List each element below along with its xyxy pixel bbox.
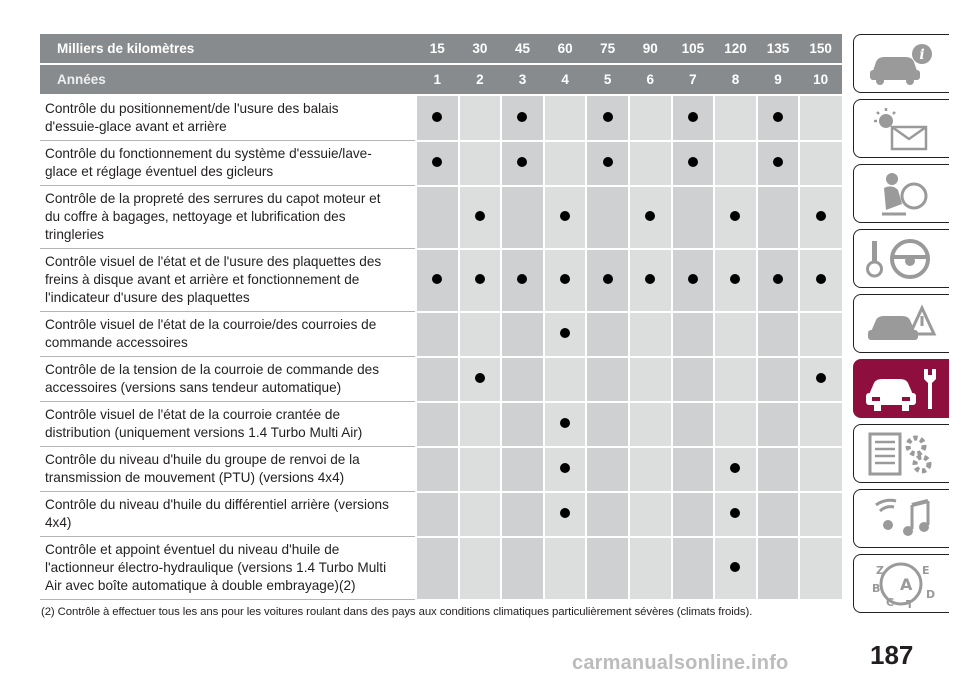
schedule-cell	[672, 492, 715, 537]
schedule-cell	[757, 537, 800, 600]
sidebar-tab-starting[interactable]	[853, 229, 949, 288]
sidebar-tab-multimedia[interactable]	[853, 489, 949, 548]
description-line: tringleries	[45, 227, 104, 242]
schedule-cell	[586, 492, 629, 537]
schedule-cell	[501, 447, 544, 492]
schedule-cell	[501, 186, 544, 249]
schedule-cell	[672, 357, 715, 402]
schedule-cell	[416, 141, 459, 186]
table-row	[40, 357, 842, 402]
description-line: du coffre à bagages, nettoyage et lubrification des	[45, 209, 346, 224]
schedule-cell	[459, 447, 502, 492]
schedule-cell	[416, 249, 459, 312]
schedule-cell	[672, 249, 715, 312]
description-line: Contrôle visuel de l'état de la courroie crantée de	[45, 407, 341, 422]
row-description	[40, 249, 416, 312]
schedule-cell	[629, 249, 672, 312]
scheduled-dot	[560, 211, 570, 221]
schedule-body	[40, 95, 842, 600]
description-line: Contrôle du niveau d'huile du différentiel arrière (versions	[45, 497, 389, 512]
schedule-cell	[799, 402, 842, 447]
car-wrench-icon	[862, 365, 940, 413]
schedule-cell	[544, 357, 587, 402]
sidebar-tab-specifications[interactable]	[853, 424, 949, 483]
schedule-cell	[629, 492, 672, 537]
schedule-cell	[714, 186, 757, 249]
schedule-cell	[629, 95, 672, 141]
schedule-cell	[544, 95, 587, 141]
schedule-cell	[757, 141, 800, 186]
scheduled-dot	[432, 274, 442, 284]
schedule-cell	[672, 312, 715, 357]
scheduled-dot	[730, 562, 740, 572]
schedule-cell	[459, 537, 502, 600]
schedule-cell	[757, 357, 800, 402]
schedule-cell	[672, 447, 715, 492]
schedule-cell	[416, 312, 459, 357]
header-row-years	[40, 64, 842, 95]
schedule-cell	[629, 447, 672, 492]
schedule-cell	[799, 537, 842, 600]
schedule-cell	[714, 249, 757, 312]
row-description	[40, 141, 416, 186]
schedule-cell	[799, 95, 842, 141]
schedule-cell	[629, 186, 672, 249]
schedule-cell	[501, 312, 544, 357]
scheduled-dot	[730, 463, 740, 473]
table-row	[40, 186, 842, 249]
km-col-header: 60	[544, 34, 587, 64]
schedule-cell	[501, 537, 544, 600]
year-col-header: 9	[757, 64, 800, 95]
scheduled-dot	[475, 373, 485, 383]
maintenance-schedule-table	[40, 34, 842, 601]
schedule-cell	[544, 312, 587, 357]
description-line: 4x4)	[45, 515, 72, 530]
scheduled-dot	[603, 112, 613, 122]
scheduled-dot	[560, 508, 570, 518]
scheduled-dot	[517, 157, 527, 167]
car-info-icon	[862, 40, 940, 88]
schedule-cell	[501, 95, 544, 141]
svg-text:B: B	[872, 582, 881, 595]
schedule-cell	[799, 357, 842, 402]
schedule-cell	[586, 312, 629, 357]
scheduled-dot	[773, 112, 783, 122]
description-line: l'indicateur d'usure des plaquettes	[45, 290, 250, 305]
km-col-header: 30	[459, 34, 502, 64]
schedule-cell	[544, 402, 587, 447]
scheduled-dot	[603, 157, 613, 167]
schedule-cell	[799, 492, 842, 537]
description-line: l'actionneur électro-hydraulique (versions 1.4 Turbo Multi	[45, 560, 387, 575]
schedule-cell	[629, 402, 672, 447]
row-description	[40, 492, 416, 537]
svg-text:A: A	[900, 575, 913, 594]
schedule-cell	[586, 447, 629, 492]
row-description	[40, 357, 416, 402]
schedule-cell	[586, 402, 629, 447]
schedule-cell	[544, 141, 587, 186]
schedule-cell	[757, 312, 800, 357]
schedule-cell	[672, 402, 715, 447]
alphabet-index-icon	[862, 560, 940, 608]
description-line: Contrôle du niveau d'huile du groupe de renvoi de la	[45, 452, 360, 467]
spec-sheet-gears-icon	[862, 430, 940, 478]
schedule-cell	[799, 447, 842, 492]
svg-text:C: C	[886, 596, 895, 608]
row-description	[40, 537, 416, 600]
schedule-cell	[629, 537, 672, 600]
scheduled-dot	[603, 274, 613, 284]
scheduled-dot	[730, 274, 740, 284]
row-description	[40, 186, 416, 249]
schedule-cell	[714, 95, 757, 141]
scheduled-dot	[816, 274, 826, 284]
schedule-cell	[416, 537, 459, 600]
km-col-header: 15	[416, 34, 459, 64]
description-line: d'essuie-glace avant et arrière	[45, 119, 227, 134]
schedule-cell	[416, 492, 459, 537]
svg-text:D: D	[926, 588, 936, 601]
schedule-cell	[672, 186, 715, 249]
scheduled-dot	[730, 508, 740, 518]
schedule-cell	[714, 537, 757, 600]
schedule-cell	[799, 249, 842, 312]
km-col-header: 135	[757, 34, 800, 64]
svg-text:E: E	[922, 564, 930, 577]
schedule-cell	[672, 141, 715, 186]
sidebar-tab-index[interactable]	[853, 554, 949, 613]
warning-lights-mail-icon	[862, 105, 940, 153]
schedule-cell	[586, 186, 629, 249]
table-row	[40, 95, 842, 141]
description-line: commande accessoires	[45, 335, 188, 350]
table-row	[40, 249, 842, 312]
table-row	[40, 492, 842, 537]
schedule-cell	[672, 537, 715, 600]
description-line: freins à disque avant et arrière et fonctionnement de	[45, 272, 360, 287]
year-col-header: 10	[799, 64, 842, 95]
schedule-cell	[714, 312, 757, 357]
schedule-cell	[501, 492, 544, 537]
schedule-cell	[416, 447, 459, 492]
years-header-label: Années	[40, 64, 416, 95]
schedule-cell	[757, 186, 800, 249]
scheduled-dot	[560, 463, 570, 473]
schedule-cell	[586, 357, 629, 402]
schedule-cell	[501, 249, 544, 312]
schedule-cell	[416, 357, 459, 402]
scheduled-dot	[688, 274, 698, 284]
scheduled-dot	[688, 112, 698, 122]
schedule-cell	[714, 492, 757, 537]
scheduled-dot	[432, 112, 442, 122]
schedule-cell	[459, 141, 502, 186]
year-col-header: 4	[544, 64, 587, 95]
svg-text:i: i	[919, 47, 925, 63]
schedule-cell	[544, 447, 587, 492]
sidebar-tab-safety[interactable]	[853, 164, 949, 223]
scheduled-dot	[517, 274, 527, 284]
year-col-header: 5	[586, 64, 629, 95]
schedule-cell	[544, 537, 587, 600]
row-description	[40, 402, 416, 447]
description-line: accessoires (versions sans tendeur automatique)	[45, 380, 342, 395]
schedule-cell	[799, 186, 842, 249]
schedule-cell	[714, 141, 757, 186]
table-row	[40, 537, 842, 600]
schedule-cell	[757, 402, 800, 447]
year-col-header: 2	[459, 64, 502, 95]
schedule-cell	[416, 402, 459, 447]
svg-text:T: T	[906, 598, 914, 608]
description-line: Contrôle du fonctionnement du système d'essuie/lave-	[45, 146, 372, 161]
sidebar-tab-emergency[interactable]	[853, 294, 949, 353]
page-number: 187	[870, 640, 914, 670]
km-col-header: 75	[586, 34, 629, 64]
km-col-header: 105	[672, 34, 715, 64]
schedule-cell	[459, 402, 502, 447]
year-col-header: 7	[672, 64, 715, 95]
schedule-cell	[416, 186, 459, 249]
sidebar-tab-car-info[interactable]	[853, 34, 949, 93]
schedule-cell	[586, 95, 629, 141]
schedule-cell	[459, 249, 502, 312]
row-description	[40, 95, 416, 141]
scheduled-dot	[645, 211, 655, 221]
scheduled-dot	[432, 157, 442, 167]
description-line: Contrôle et appoint éventuel du niveau d'huile de	[45, 542, 340, 557]
key-steering-wheel-icon	[862, 235, 940, 283]
sidebar-tab-maintenance[interactable]	[853, 359, 949, 418]
year-col-header: 1	[416, 64, 459, 95]
sidebar-tab-warning-lights[interactable]	[853, 99, 949, 158]
year-col-header: 6	[629, 64, 672, 95]
year-col-header: 8	[714, 64, 757, 95]
table-row	[40, 312, 842, 357]
schedule-cell	[544, 492, 587, 537]
schedule-cell	[501, 402, 544, 447]
scheduled-dot	[816, 211, 826, 221]
schedule-cell	[586, 141, 629, 186]
schedule-cell	[629, 141, 672, 186]
schedule-cell	[799, 312, 842, 357]
description-line: glace et réglage éventuel des gicleurs	[45, 164, 274, 179]
schedule-cell	[586, 249, 629, 312]
km-col-header: 120	[714, 34, 757, 64]
svg-text:Z: Z	[876, 564, 884, 577]
scheduled-dot	[560, 274, 570, 284]
scheduled-dot	[475, 274, 485, 284]
footnote: (2) Contrôle à effectuer tous les ans pour les voitures roulant dans des pays aux conditions climatiques particulièrement sévères (climats froids).	[41, 606, 753, 618]
km-col-header: 90	[629, 34, 672, 64]
header-row-kilometers	[40, 34, 842, 64]
schedule-cell	[544, 249, 587, 312]
schedule-cell	[459, 492, 502, 537]
description-line: transmission de mouvement (PTU) (versions 4x4)	[45, 470, 345, 485]
schedule-cell	[501, 357, 544, 402]
seat-airbag-icon	[862, 170, 940, 218]
row-description	[40, 312, 416, 357]
table-row	[40, 447, 842, 492]
year-col-header: 3	[501, 64, 544, 95]
scheduled-dot	[560, 328, 570, 338]
schedule-cell	[459, 186, 502, 249]
description-line: Contrôle de la tension de la courroie de commande des	[45, 362, 380, 377]
schedule-cell	[416, 95, 459, 141]
schedule-cell	[586, 537, 629, 600]
description-line: Contrôle du positionnement/de l'usure des balais	[45, 101, 339, 116]
watermark: carmanualsonline.info	[572, 652, 789, 674]
scheduled-dot	[517, 112, 527, 122]
chapter-sidebar	[853, 34, 953, 619]
schedule-cell	[757, 492, 800, 537]
scheduled-dot	[475, 211, 485, 221]
schedule-cell	[714, 357, 757, 402]
schedule-cell	[757, 447, 800, 492]
schedule-cell	[714, 447, 757, 492]
car-breakdown-icon	[862, 300, 940, 348]
scheduled-dot	[730, 211, 740, 221]
km-col-header: 150	[799, 34, 842, 64]
row-description	[40, 447, 416, 492]
schedule-cell	[757, 95, 800, 141]
scheduled-dot	[560, 418, 570, 428]
schedule-cell	[714, 402, 757, 447]
description-line: Air avec boîte automatique à double embrayage)(2)	[45, 578, 356, 593]
description-line: Contrôle visuel de l'état de la courroie/des courroies de	[45, 317, 377, 332]
schedule-cell	[544, 186, 587, 249]
schedule-cell	[799, 141, 842, 186]
description-line: distribution (uniquement versions 1.4 Turbo Multi Air)	[45, 425, 363, 440]
table-row	[40, 141, 842, 186]
schedule-cell	[459, 357, 502, 402]
multimedia-music-icon	[862, 495, 940, 543]
schedule-cell	[629, 312, 672, 357]
description-line: Contrôle visuel de l'état et de l'usure des plaquettes des	[45, 254, 382, 269]
schedule-cell	[629, 357, 672, 402]
scheduled-dot	[773, 157, 783, 167]
scheduled-dot	[688, 157, 698, 167]
scheduled-dot	[645, 274, 655, 284]
schedule-cell	[459, 312, 502, 357]
scheduled-dot	[816, 373, 826, 383]
km-header-label: Milliers de kilomètres	[40, 34, 416, 64]
description-line: Contrôle de la propreté des serrures du capot moteur et	[45, 191, 381, 206]
schedule-cell	[501, 141, 544, 186]
scheduled-dot	[773, 274, 783, 284]
schedule-cell	[757, 249, 800, 312]
km-col-header: 45	[501, 34, 544, 64]
schedule-cell	[459, 95, 502, 141]
table-row	[40, 402, 842, 447]
schedule-cell	[672, 95, 715, 141]
